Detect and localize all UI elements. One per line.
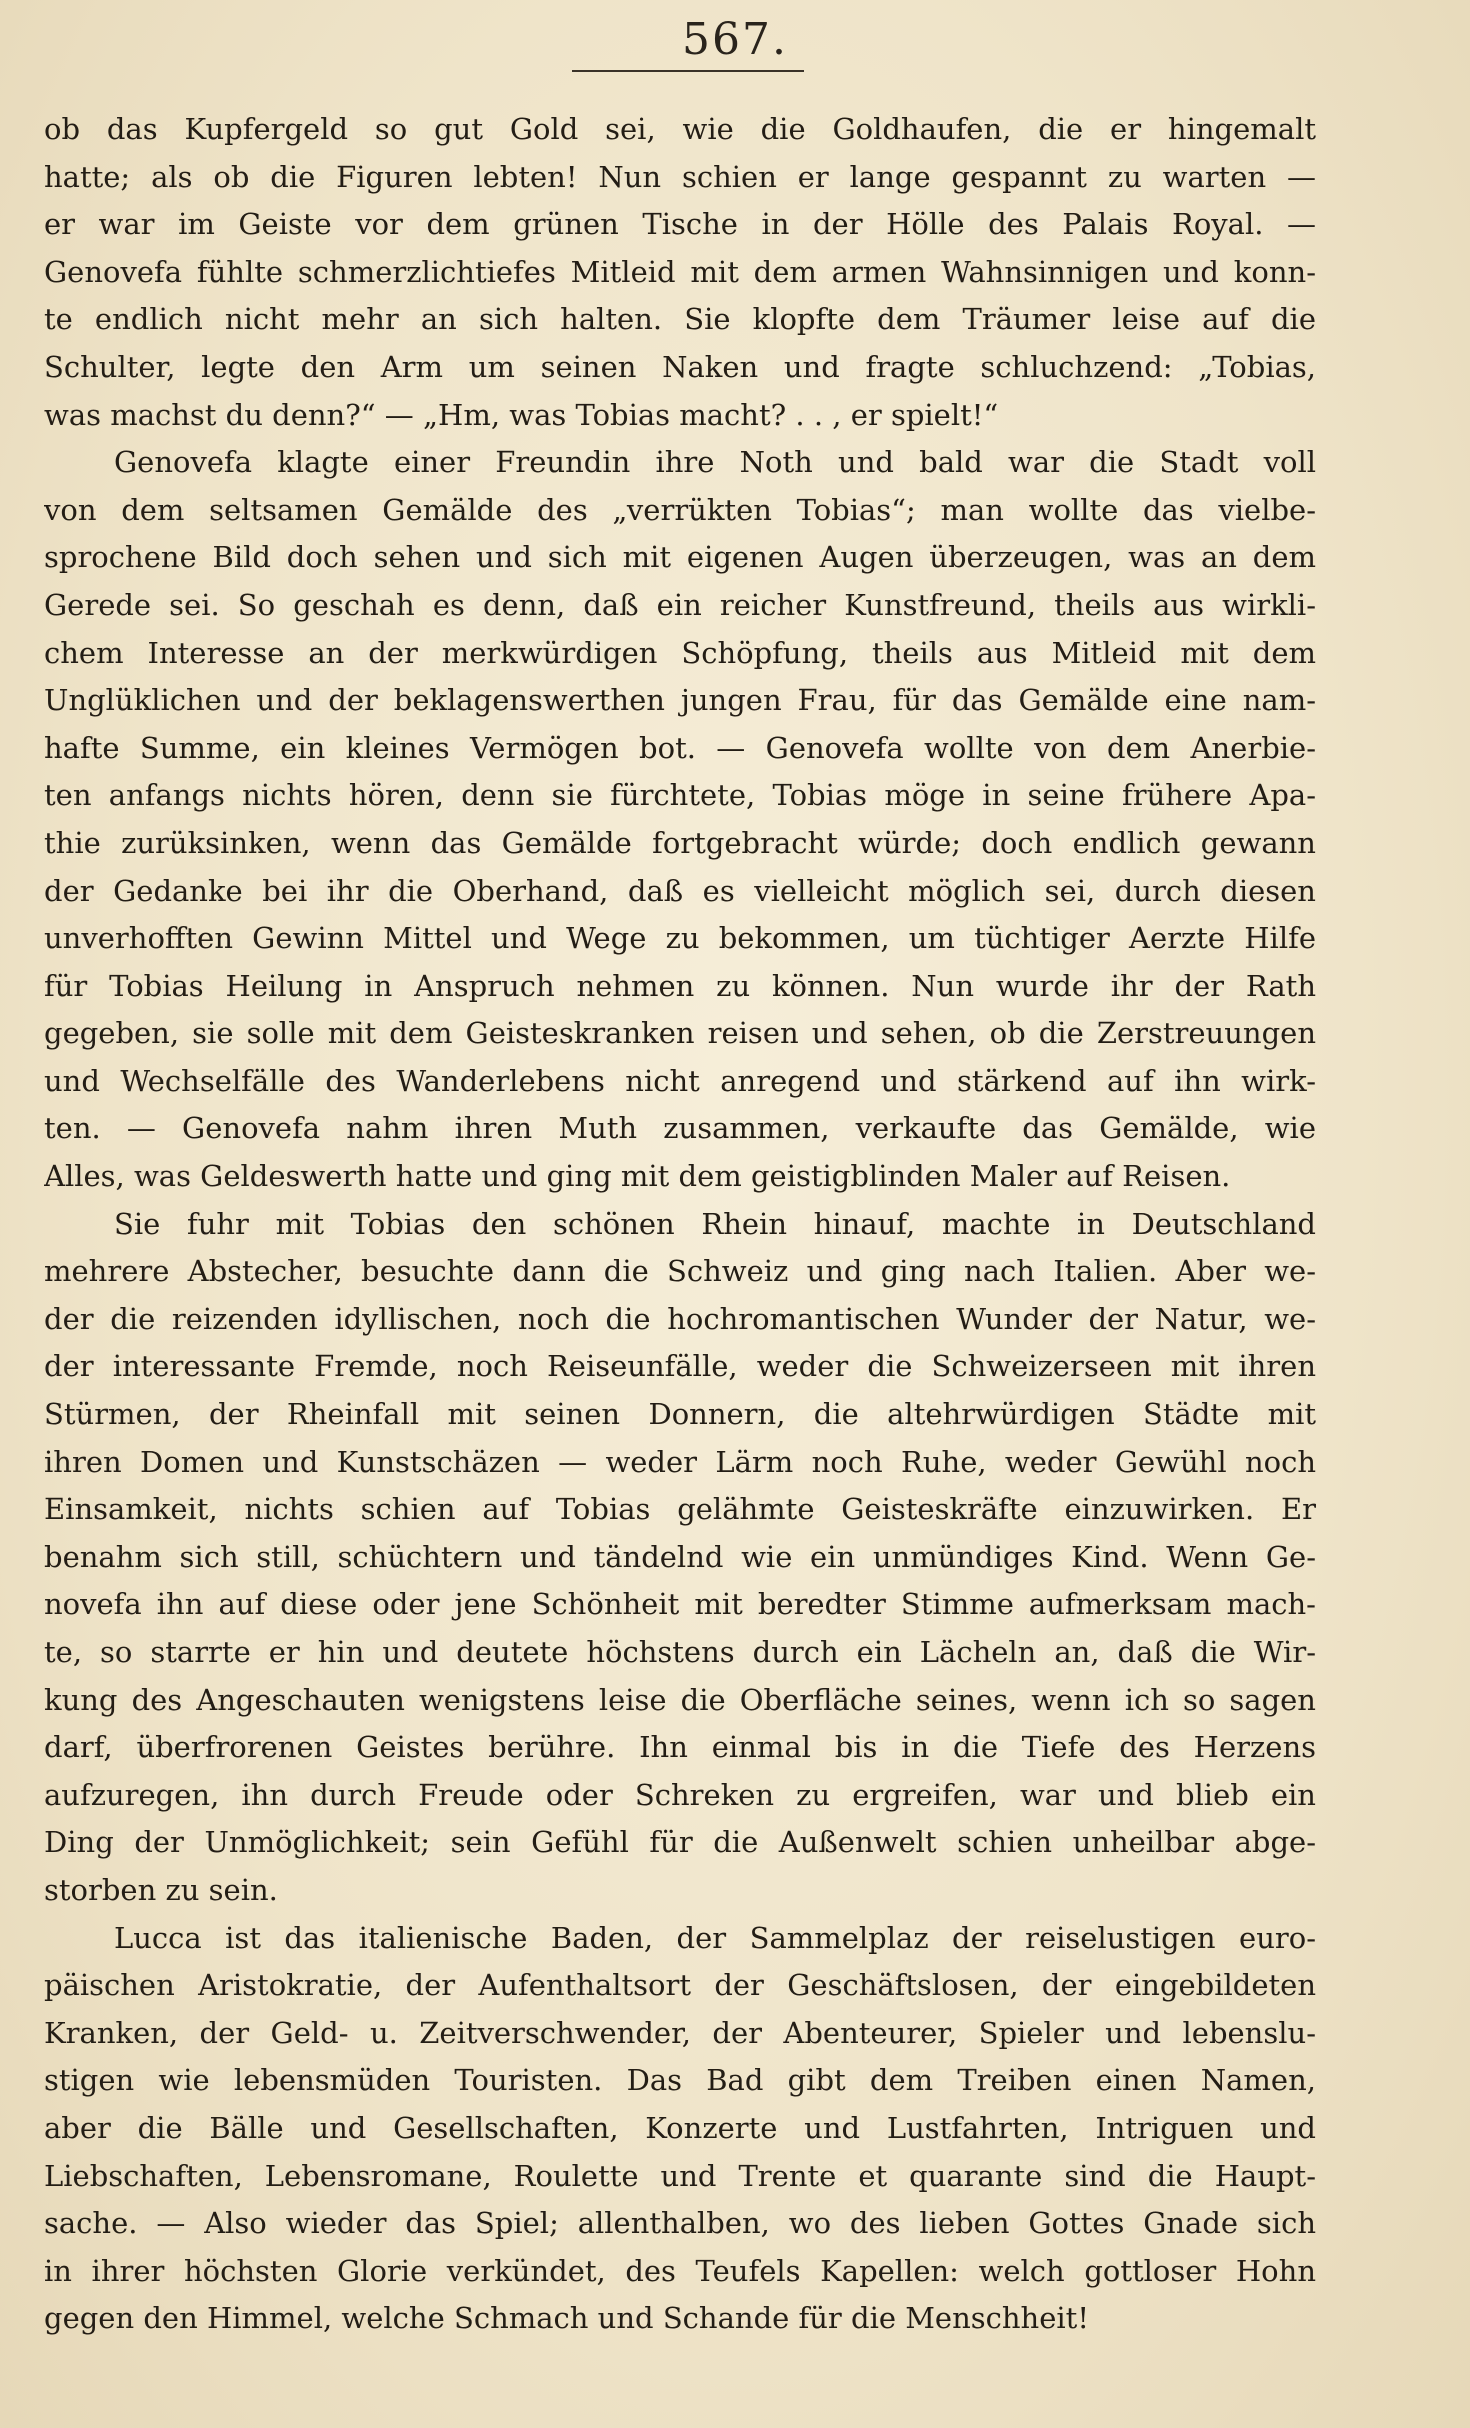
text-line: novefa ihn auf diese oder jene Schönheit mit beredter Stimme aufmerksam mach- xyxy=(44,1587,1316,1622)
text-line: Kranken, der Geld- u. Zeitverschwender, der Abenteurer, Spieler und lebenslu- xyxy=(44,2015,1316,2050)
text-line: in ihrer höchsten Glorie verkündet, des Teufels Kapellen: welch gottloser Hohn xyxy=(44,2253,1316,2288)
text-line: benahm sich still, schüchtern und tändelnd wie ein unmündiges Kind. Wenn Ge- xyxy=(44,1539,1316,1574)
text-line: mehrere Abstecher, besuchte dann die Schweiz und ging nach Italien. Aber we- xyxy=(44,1254,1316,1289)
text-line: Gerede sei. So geschah es denn, daß ein reicher Kunstfreund, theils aus wirkli- xyxy=(44,587,1316,622)
paragraph-1 xyxy=(44,106,1316,439)
text-line: kung des Angeschauten wenigstens leise die Oberfläche seines, wenn ich so sagen xyxy=(44,1682,1316,1717)
text-line: hatte; als ob die Figuren lebten! Nun schien er lange gespannt zu warten — xyxy=(44,159,1316,194)
text-line: storben zu sein. xyxy=(44,1872,278,1907)
text-line: Lucca ist das italienische Baden, der Sammelplaz der reiselustigen euro- xyxy=(114,1920,1316,1955)
text-line: unverhofften Gewinn Mittel und Wege zu bekommen, um tüchtiger Aerzte Hilfe xyxy=(44,921,1316,956)
text-line: sache. — Also wieder das Spiel; allenthalben, wo des lieben Gottes Gnade sich xyxy=(44,2206,1316,2241)
paragraph-3 xyxy=(44,1201,1316,1915)
text-line: und Wechselfälle des Wanderlebens nicht anregend und stärkend auf ihn wirk- xyxy=(44,1063,1316,1098)
text-line: sprochene Bild doch sehen und sich mit eigenen Augen überzeugen, was an dem xyxy=(44,540,1316,575)
body-text xyxy=(44,106,1316,2343)
text-line: Alles, was Geldeswerth hatte und ging mit dem geistigblinden Maler auf Reisen. xyxy=(44,1159,1231,1194)
header-rule xyxy=(572,70,804,72)
text-line: ten anfangs nichts hören, denn sie fürchtete, Tobias möge in seine frühere Apa- xyxy=(44,778,1316,813)
text-line: was machst du denn?“ — „Hm, was Tobias macht? . . , er spielt!“ xyxy=(44,397,999,432)
text-line: te, so starrte er hin und deutete höchstens durch ein Lächeln an, daß die Wir- xyxy=(44,1635,1316,1669)
text-line: päischen Aristokratie, der Aufenthaltsort der Geschäftslosen, der eingebildeten xyxy=(44,1968,1316,2003)
text-line: von dem seltsamen Gemälde des „verrükten Tobias“; man wollte das vielbe- xyxy=(44,492,1316,527)
text-line: hafte Summe, ein kleines Vermögen bot. — Genovefa wollte von dem Anerbie- xyxy=(44,730,1316,765)
text-line: er war im Geiste vor dem grünen Tische in der Hölle des Palais Royal. — xyxy=(44,207,1316,242)
text-line: aufzuregen, ihn durch Freude oder Schreken zu ergreifen, war und blieb ein xyxy=(44,1777,1316,1812)
text-line: ihren Domen und Kunstschäzen — weder Lärm noch Ruhe, weder Gewühl noch xyxy=(44,1444,1316,1479)
text-line: der interessante Fremde, noch Reiseunfälle, weder die Schweizerseen mit ihren xyxy=(44,1349,1316,1384)
text-line: der Gedanke bei ihr die Oberhand, daß es vielleicht möglich sei, durch diesen xyxy=(44,873,1316,908)
text-line: thie zurüksinken, wenn das Gemälde fortgebracht würde; doch endlich gewann xyxy=(44,825,1316,860)
text-line: Sie fuhr mit Tobias den schönen Rhein hinauf, machte in Deutschland xyxy=(114,1206,1316,1241)
text-line: chem Interesse an der merkwürdigen Schöpfung, theils aus Mitleid mit dem xyxy=(44,635,1316,670)
text-line: für Tobias Heilung in Anspruch nehmen zu können. Nun wurde ihr der Rath xyxy=(44,968,1316,1003)
text-line: stigen wie lebensmüden Touristen. Das Bad gibt dem Treiben einen Namen, xyxy=(44,2063,1316,2098)
text-line: Schulter, legte den Arm um seinen Naken und fragte schluchzend: „Tobias, xyxy=(44,349,1316,384)
text-line: Liebschaften, Lebensromane, Roulette und Trente et quarante sind die Haupt- xyxy=(44,2158,1316,2193)
text-line: darf, überfrorenen Geistes berühre. Ihn einmal bis in die Tiefe des Herzens xyxy=(44,1730,1316,1765)
text-line: aber die Bälle und Gesellschaften, Konzerte und Lustfahrten, Intriguen und xyxy=(44,2110,1316,2145)
text-line: te endlich nicht mehr an sich halten. Sie klopfte dem Träumer leise auf die xyxy=(44,302,1316,337)
page-number: 567. xyxy=(682,14,788,65)
paragraph-2 xyxy=(44,439,1316,1201)
text-line: gegeben, sie solle mit dem Geisteskranken reisen und sehen, ob die Zerstreuungen xyxy=(44,1016,1316,1051)
text-line: der die reizenden idyllischen, noch die hochromantischen Wunder der Natur, we- xyxy=(44,1301,1316,1336)
text-line: Einsamkeit, nichts schien auf Tobias gelähmte Geisteskräfte einzuwirken. Er xyxy=(44,1492,1316,1527)
text-line: Genovefa klagte einer Freundin ihre Noth und bald war die Stadt voll xyxy=(114,445,1316,480)
text-line: Genovefa fühlte schmerzlichtiefes Mitleid mit dem armen Wahnsinnigen und konn- xyxy=(44,254,1316,289)
text-line: gegen den Himmel, welche Schmach und Schande für die Menschheit! xyxy=(44,2301,1089,2336)
paragraph-4 xyxy=(44,1915,1316,2343)
text-line: ten. — Genovefa nahm ihren Muth zusammen, verkaufte das Gemälde, wie xyxy=(44,1111,1316,1146)
text-line: ob das Kupfergeld so gut Gold sei, wie die Goldhaufen, die er hingemalt xyxy=(44,112,1316,146)
text-line: Unglüklichen und der beklagenswerthen jungen Frau, für das Gemälde eine nam- xyxy=(44,683,1316,718)
text-line: Stürmen, der Rheinfall mit seinen Donnern, die altehrwürdigen Städte mit xyxy=(44,1397,1316,1432)
text-line: Ding der Unmöglichkeit; sein Gefühl für die Außenwelt schien unheilbar abge- xyxy=(44,1825,1316,1860)
